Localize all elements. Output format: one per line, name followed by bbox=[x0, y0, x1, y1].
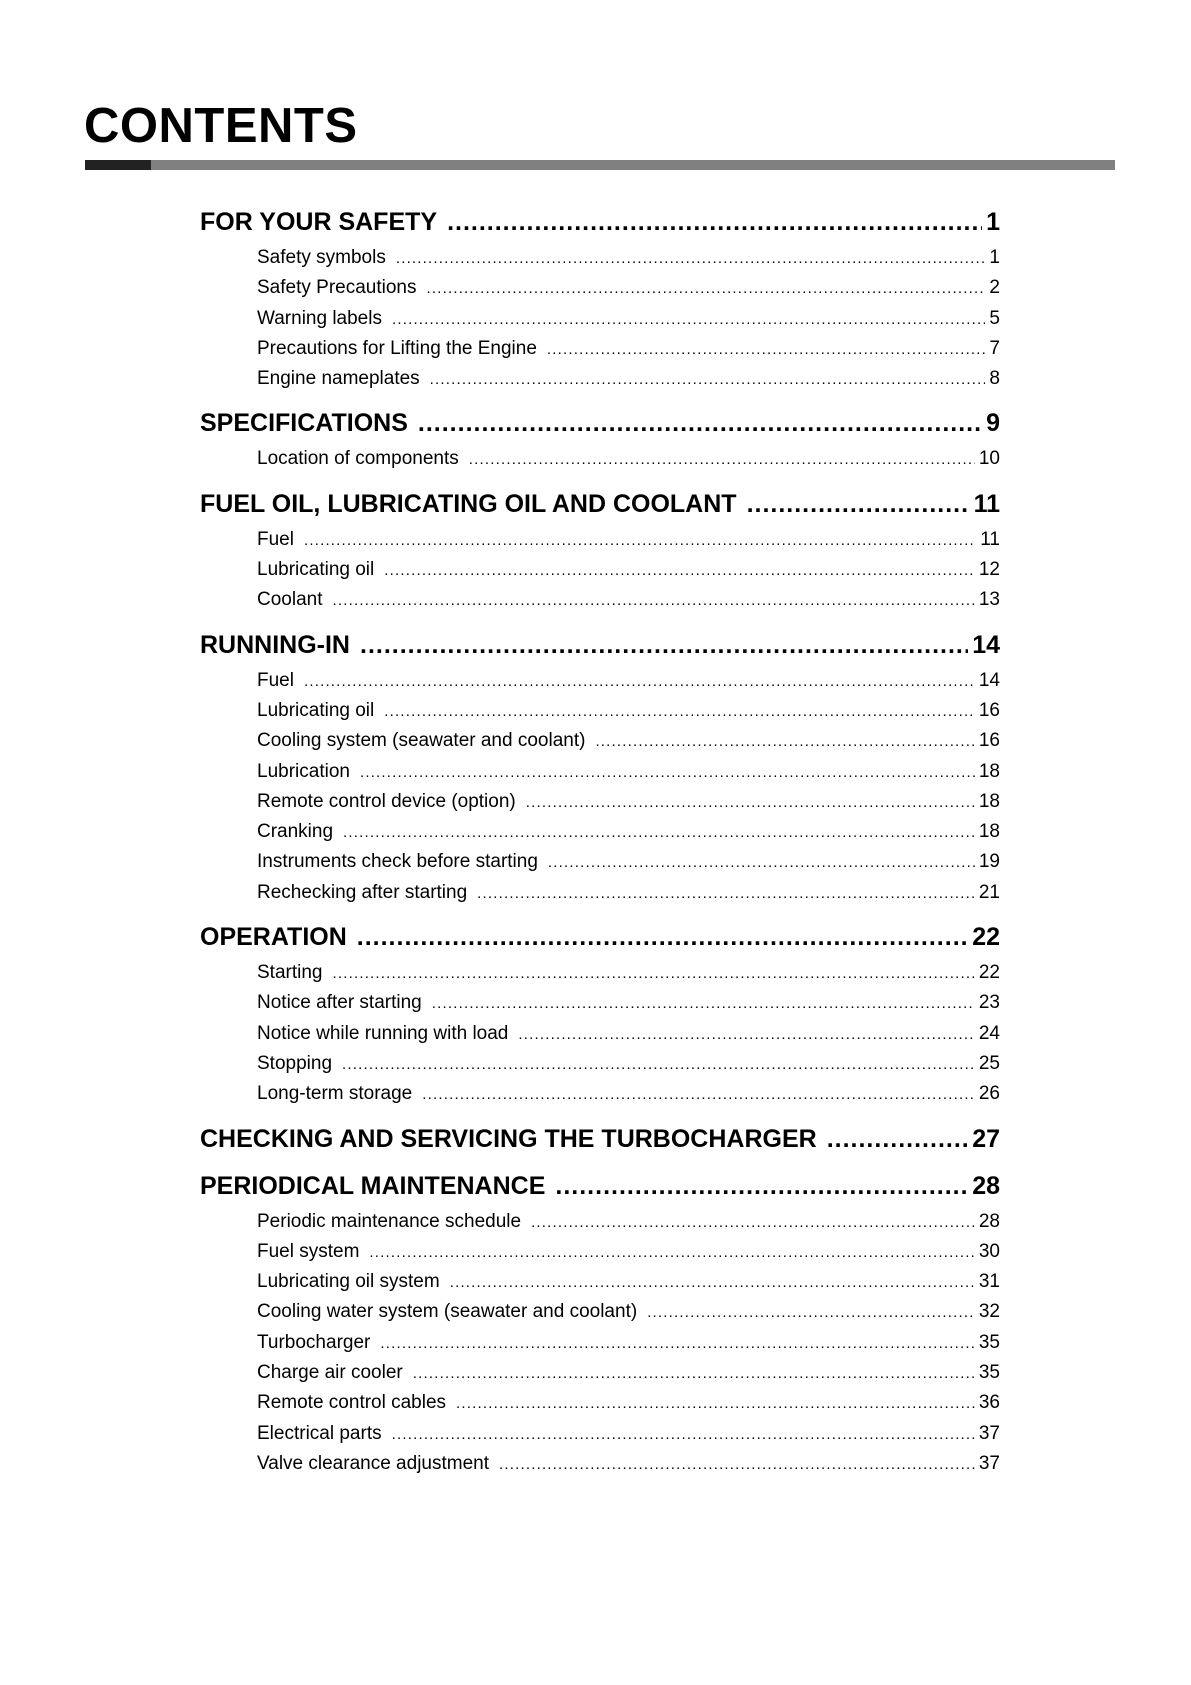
toc-entry[interactable] bbox=[200, 444, 1000, 474]
toc-entry[interactable] bbox=[200, 666, 1000, 696]
dot-leader bbox=[342, 1050, 975, 1080]
toc-section-heading-page-number: 22 bbox=[972, 923, 1000, 952]
toc-section-heading-label: FUEL OIL, LUBRICATING OIL AND COOLANT bbox=[200, 489, 737, 518]
toc-section-heading[interactable] bbox=[200, 204, 1000, 240]
toc-entry-page-number: 18 bbox=[978, 790, 1000, 812]
toc-entry[interactable] bbox=[200, 958, 1000, 988]
toc-entry[interactable] bbox=[200, 525, 1000, 555]
dot-leader bbox=[426, 274, 985, 304]
dot-leader bbox=[418, 405, 982, 441]
toc-entry[interactable] bbox=[200, 726, 1000, 756]
toc-entry-label: Rechecking after starting bbox=[257, 881, 468, 903]
toc-section-heading-page-number: 11 bbox=[973, 489, 1000, 518]
toc-entry-page-number: 7 bbox=[989, 337, 1000, 359]
dot-leader bbox=[360, 758, 975, 788]
toc-entry-page-number: 12 bbox=[978, 559, 1000, 581]
toc-entry-label: Instruments check before starting bbox=[257, 851, 538, 873]
dot-leader bbox=[531, 1208, 975, 1238]
toc-entry[interactable] bbox=[200, 757, 1000, 787]
dot-leader bbox=[595, 727, 974, 757]
toc-entry[interactable] bbox=[200, 1297, 1000, 1327]
toc-entry-page-number: 1 bbox=[989, 247, 1000, 268]
dot-leader bbox=[384, 556, 975, 586]
dot-leader bbox=[369, 1238, 974, 1268]
dot-leader bbox=[548, 848, 975, 878]
toc-section-heading-page-number: 28 bbox=[972, 1171, 1000, 1200]
toc-entry-page-number: 5 bbox=[989, 307, 1000, 329]
toc-section-heading-page-number: 14 bbox=[972, 630, 1000, 659]
toc-entry-page-number: 14 bbox=[978, 669, 1000, 691]
toc-entry-label: Safety symbols bbox=[257, 247, 386, 268]
toc-section-heading-label: SPECIFICATIONS bbox=[200, 409, 408, 438]
toc-section-heading[interactable] bbox=[200, 1121, 1000, 1157]
toc-entry-page-number: 32 bbox=[978, 1301, 1000, 1323]
toc-entry[interactable] bbox=[200, 847, 1000, 877]
toc-section-heading[interactable] bbox=[200, 1168, 1000, 1204]
toc-entry-page-number: 19 bbox=[978, 851, 1000, 873]
toc-section-heading-page-number: 9 bbox=[986, 409, 1000, 438]
toc-entry-label: Cranking bbox=[257, 821, 334, 843]
toc-entry-label: Turbocharger bbox=[257, 1331, 371, 1353]
dot-leader bbox=[430, 365, 986, 395]
dot-leader bbox=[357, 919, 968, 955]
dot-leader bbox=[304, 526, 976, 556]
toc-entry-page-number: 16 bbox=[978, 730, 1000, 752]
toc-entry-page-number: 35 bbox=[978, 1331, 1000, 1353]
toc-entry-page-number: 37 bbox=[978, 1422, 1000, 1444]
page-title: CONTENTS bbox=[84, 99, 358, 153]
toc-entry-label: Precautions for Lifting the Engine bbox=[257, 337, 537, 359]
dot-leader bbox=[499, 1450, 975, 1480]
toc-entry[interactable] bbox=[200, 1388, 1000, 1418]
toc-entry[interactable] bbox=[200, 1207, 1000, 1237]
toc-entry-label: Long-term storage bbox=[257, 1083, 413, 1105]
toc-entry[interactable] bbox=[200, 1328, 1000, 1358]
toc-entry[interactable] bbox=[200, 878, 1000, 908]
toc-entry[interactable] bbox=[200, 1049, 1000, 1079]
toc-entry-page-number: 25 bbox=[978, 1052, 1000, 1074]
toc-entry-page-number: 36 bbox=[978, 1392, 1000, 1414]
toc-entry-page-number: 24 bbox=[978, 1022, 1000, 1044]
dot-leader bbox=[422, 1080, 975, 1110]
dot-leader bbox=[392, 1420, 975, 1450]
toc-entry-label: Lubricating oil bbox=[257, 699, 375, 721]
toc-entry-label: Electrical parts bbox=[257, 1422, 382, 1444]
dot-leader bbox=[392, 305, 985, 335]
toc-section-heading-page-number: 1 bbox=[986, 208, 1000, 236]
dot-leader bbox=[450, 1268, 975, 1298]
dot-leader bbox=[396, 244, 986, 274]
toc-entry-label: Notice after starting bbox=[257, 992, 422, 1014]
toc-entry[interactable] bbox=[200, 1419, 1000, 1449]
toc-entry-label: Cooling water system (seawater and coolant) bbox=[257, 1301, 638, 1323]
toc-entry-label: Fuel system bbox=[257, 1240, 360, 1262]
toc-entry[interactable] bbox=[200, 787, 1000, 817]
toc-section-heading[interactable] bbox=[200, 919, 1000, 955]
toc-entry-label: Valve clearance adjustment bbox=[257, 1452, 489, 1474]
toc-section-heading-label: CHECKING AND SERVICING THE TURBOCHARGER bbox=[200, 1124, 817, 1153]
toc-entry-page-number: 35 bbox=[978, 1362, 1000, 1384]
toc-entry-label: Safety Precautions bbox=[257, 277, 417, 299]
toc-entry-page-number: 23 bbox=[978, 992, 1000, 1014]
dot-leader bbox=[343, 818, 975, 848]
toc-entry-label: Cooling system (seawater and coolant) bbox=[257, 730, 586, 752]
dot-leader bbox=[333, 586, 975, 616]
toc-entry-label: Lubrication bbox=[257, 760, 350, 782]
toc-section-heading-label: OPERATION bbox=[200, 923, 347, 952]
toc-entry-page-number: 8 bbox=[989, 368, 1000, 390]
toc-entry-page-number: 2 bbox=[989, 277, 1000, 299]
toc-entry-label: Periodic maintenance schedule bbox=[257, 1210, 522, 1232]
dot-leader bbox=[304, 667, 975, 697]
toc-entry-page-number: 13 bbox=[978, 589, 1000, 611]
toc-entry-label: Engine nameplates bbox=[257, 368, 420, 390]
toc-entry-label: Warning labels bbox=[257, 307, 382, 329]
toc-entry-page-number: 18 bbox=[978, 821, 1000, 843]
toc-entry-label: Remote control device (option) bbox=[257, 790, 516, 812]
dot-leader bbox=[747, 486, 970, 522]
table-of-contents bbox=[200, 204, 1000, 1479]
dot-leader bbox=[518, 1020, 974, 1050]
toc-entry-page-number: 26 bbox=[978, 1083, 1000, 1105]
toc-section-heading-label: PERIODICAL MAINTENANCE bbox=[200, 1171, 546, 1200]
toc-entry-label: Remote control cables bbox=[257, 1392, 447, 1414]
dot-leader bbox=[827, 1121, 968, 1157]
dot-leader bbox=[447, 204, 982, 240]
dot-leader bbox=[469, 445, 975, 475]
dot-leader bbox=[547, 335, 986, 365]
toc-entry-page-number: 37 bbox=[978, 1452, 1000, 1474]
toc-entry-label: Stopping bbox=[257, 1052, 333, 1074]
toc-section-heading-label: RUNNING-IN bbox=[200, 630, 350, 659]
toc-entry[interactable] bbox=[200, 1237, 1000, 1267]
toc-entry[interactable] bbox=[200, 334, 1000, 364]
toc-entry-page-number: 18 bbox=[978, 760, 1000, 782]
dot-leader bbox=[332, 959, 974, 989]
dot-leader bbox=[526, 788, 975, 818]
toc-entry-page-number: 16 bbox=[978, 699, 1000, 721]
toc-entry-page-number: 28 bbox=[978, 1210, 1000, 1232]
toc-entry[interactable] bbox=[200, 273, 1000, 303]
dot-leader bbox=[384, 697, 975, 727]
toc-entry[interactable] bbox=[200, 1019, 1000, 1049]
dot-leader bbox=[477, 879, 975, 909]
toc-entry[interactable] bbox=[200, 243, 1000, 273]
toc-entry[interactable] bbox=[200, 364, 1000, 394]
toc-entry-page-number: 30 bbox=[978, 1240, 1000, 1262]
title-underline-accent bbox=[85, 160, 151, 170]
toc-entry[interactable] bbox=[200, 1267, 1000, 1297]
toc-entry-label: Starting bbox=[257, 962, 323, 984]
toc-entry-label: Coolant bbox=[257, 589, 323, 611]
toc-entry-label: Fuel bbox=[257, 528, 294, 550]
dot-leader bbox=[360, 627, 968, 663]
toc-entry-label: Charge air cooler bbox=[257, 1362, 403, 1384]
toc-entry-page-number: 31 bbox=[978, 1271, 1000, 1293]
toc-section-heading-page-number: 27 bbox=[972, 1124, 1000, 1153]
dot-leader bbox=[647, 1298, 975, 1328]
dot-leader bbox=[413, 1359, 975, 1389]
dot-leader bbox=[555, 1168, 968, 1204]
toc-entry[interactable] bbox=[200, 1449, 1000, 1479]
toc-section-heading-label: FOR YOUR SAFETY bbox=[200, 208, 438, 236]
dot-leader bbox=[432, 989, 975, 1019]
toc-entry[interactable] bbox=[200, 555, 1000, 585]
toc-entry-label: Notice while running with load bbox=[257, 1022, 509, 1044]
toc-entry-page-number: 11 bbox=[980, 528, 1000, 550]
toc-entry[interactable] bbox=[200, 585, 1000, 615]
toc-entry-page-number: 22 bbox=[978, 962, 1000, 984]
toc-section-heading[interactable] bbox=[200, 486, 1000, 522]
toc-entry-page-number: 21 bbox=[978, 881, 1000, 903]
toc-section-heading[interactable] bbox=[200, 405, 1000, 441]
dot-leader bbox=[380, 1329, 975, 1359]
toc-entry[interactable] bbox=[200, 988, 1000, 1018]
toc-entry[interactable] bbox=[200, 304, 1000, 334]
toc-entry-label: Location of components bbox=[257, 448, 459, 470]
toc-entry[interactable] bbox=[200, 1079, 1000, 1109]
dot-leader bbox=[456, 1389, 975, 1419]
toc-section-heading[interactable] bbox=[200, 627, 1000, 663]
toc-entry-page-number: 10 bbox=[978, 448, 1000, 470]
title-underline-bar bbox=[85, 160, 1115, 170]
toc-entry-label: Lubricating oil system bbox=[257, 1271, 440, 1293]
toc-entry[interactable] bbox=[200, 696, 1000, 726]
toc-entry-label: Fuel bbox=[257, 669, 294, 691]
toc-entry[interactable] bbox=[200, 1358, 1000, 1388]
toc-entry[interactable] bbox=[200, 817, 1000, 847]
toc-entry-label: Lubricating oil bbox=[257, 559, 375, 581]
